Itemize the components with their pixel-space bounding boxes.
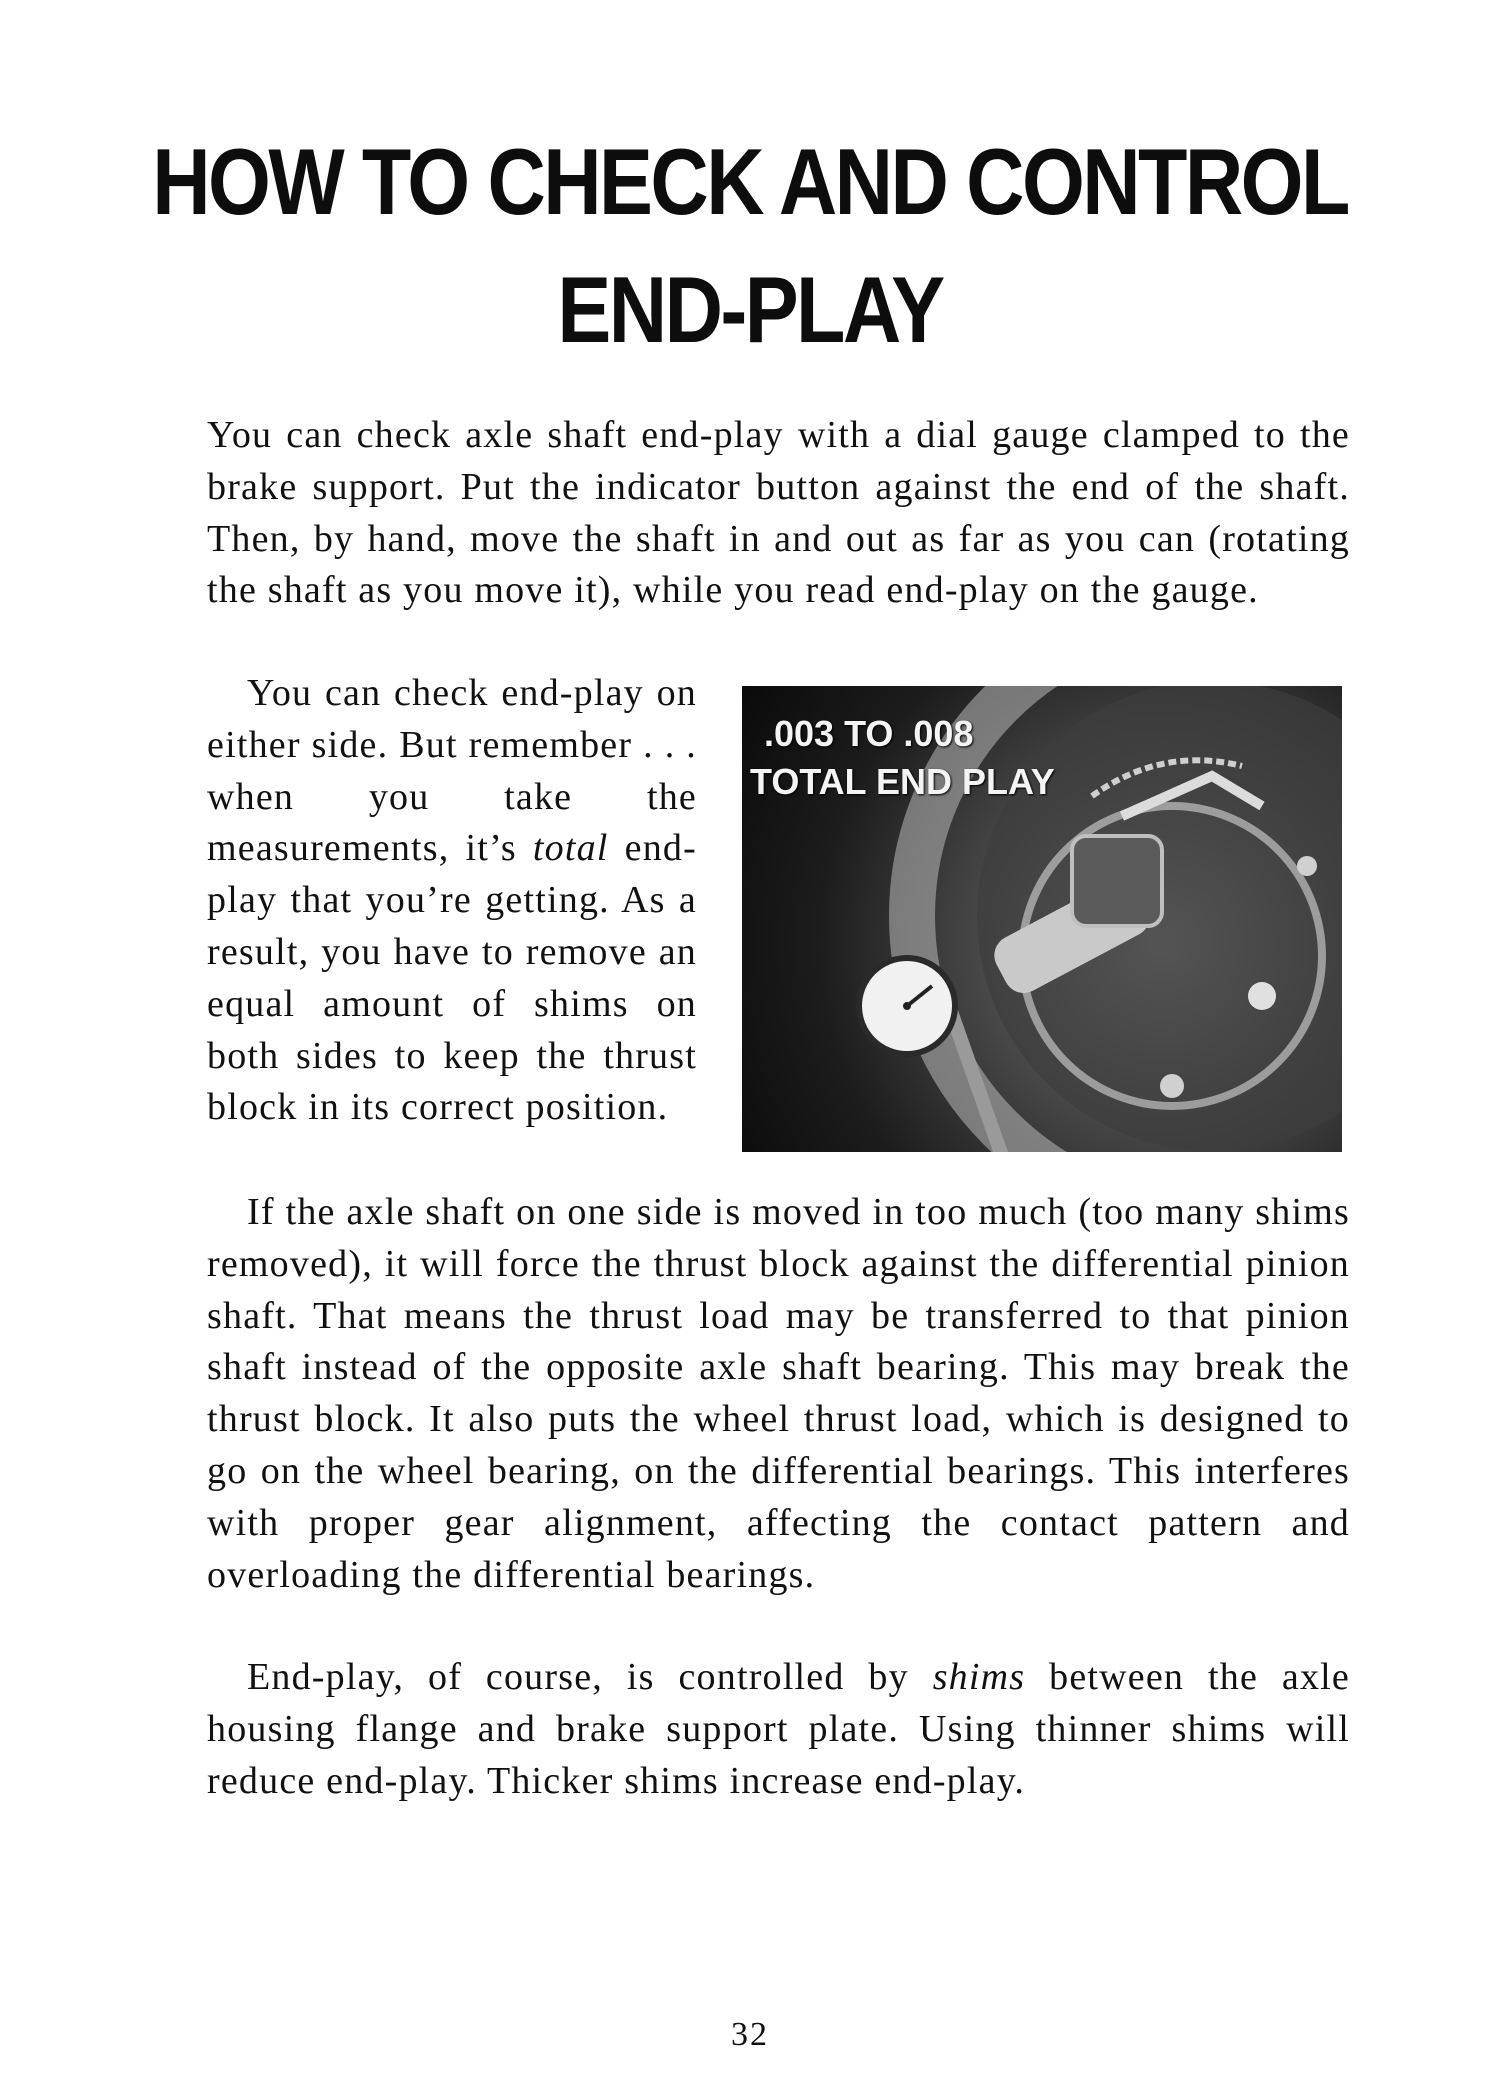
paragraph-too-many-shims: If the axle shaft on one side is moved in too much (too many shims removed), it will force the thrust block against the differential pinion shaft. That means the thrust load may be transferred to that pinion shaft instead of the opposite axle shaft bearing. This may break the thrust block. It also puts the wheel thrust load, which is designed to go on the wheel bearing, on the differential bearings. This interferes with proper gear alignment, affecting the contact pattern and overloading the differential bearings. (207, 1191, 1350, 1596)
paragraph-text: between the axle housing flange and brake support plate. Using thinner shims will reduce end-play. Thicker shims increase end-play. (207, 1656, 1350, 1802)
paragraph-text: End-play, of course, is controlled by (247, 1656, 933, 1698)
paragraph-text: You can check end-play on either side. But remember . . . when you take the measurements, it’s (207, 672, 697, 870)
paragraph-total-end-play (207, 668, 697, 1134)
emphasis-text: shims (932, 1656, 1026, 1698)
photo-caption-line-2: TOTAL END PLAY (750, 761, 1055, 802)
paragraph-dial-gauge-intro: You can check axle shaft end-play with a dial gauge clamped to the brake support. Put the indicator button against the end of the shaft. Then, by hand, move the shaft in and out as far as you can (rotating the shaft as you move it), while you read end-play on the gauge. (207, 414, 1350, 612)
dial-gauge-photo (742, 686, 1342, 1152)
paragraph-shim-control (207, 1652, 1350, 1807)
page-title-line-2: END-PLAY (557, 257, 943, 362)
photo-caption-line-1: .003 TO .008 (764, 713, 974, 754)
page-title-line-1: HOW TO CHECK AND CONTROL (152, 129, 1348, 234)
photo-caption (750, 710, 1055, 806)
page-title (105, 118, 1395, 374)
paragraph-text: end-play that you’re getting. As a result, you have to remove an equal amount of shims on both sides to keep the thrust block in its correct position. (207, 827, 697, 1129)
emphasis-text: total (532, 827, 609, 870)
page-number: 32 (731, 2016, 769, 2053)
